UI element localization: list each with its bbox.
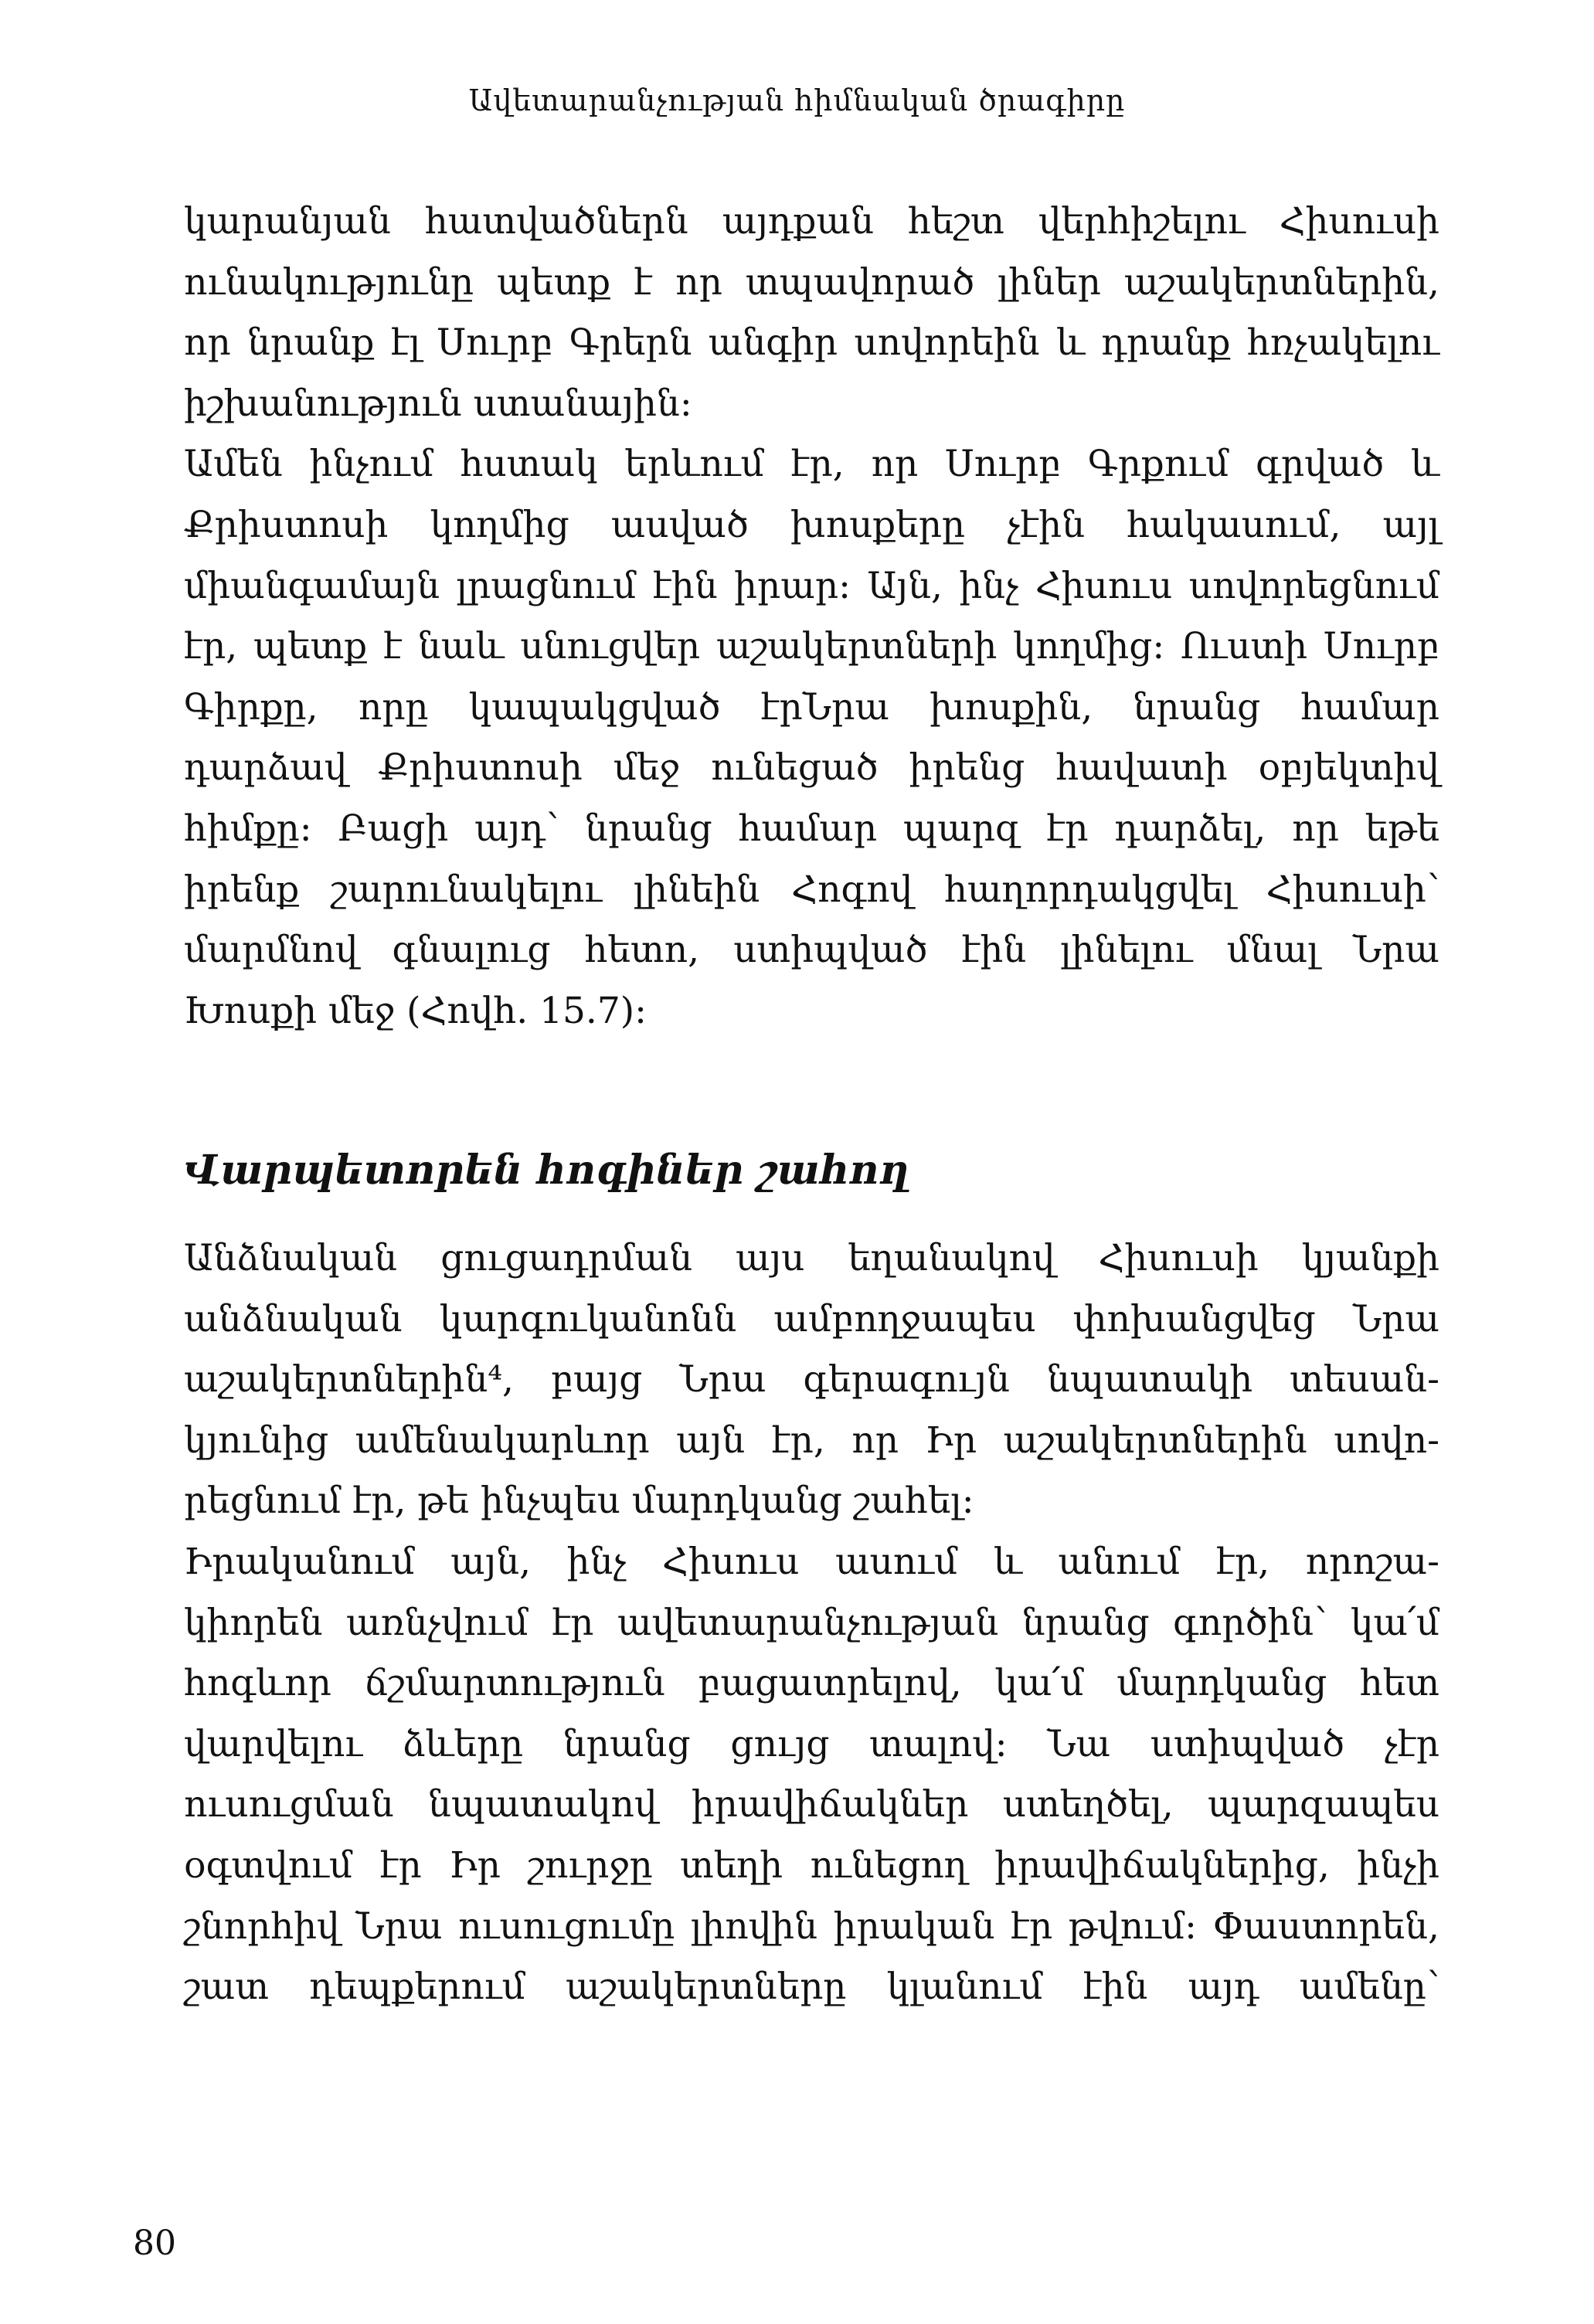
text-line: Ամեն ինչում հստակ երևում էր, որ Սուրբ Գրքում գրված և <box>184 443 1439 486</box>
text-line: հիմքը: Բացի այդ՝ նրանց համար պարզ էր դարձել, որ եթե <box>184 807 1439 850</box>
section-heading: Վարպետորեն հոգիներ շահող <box>184 1147 909 1194</box>
running-header: Ավետարանչության հիմնական ծրագիրը <box>468 83 1126 117</box>
text-line: ուսուցման նպատակով իրավիճակներ ստեղծել, պարզապես <box>184 1783 1439 1826</box>
text-line: ունակությունը պետք է որ տպավորած լիներ աշակերտներին, <box>184 260 1439 304</box>
text-line: դարձավ Քրիստոսի մեջ ունեցած իրենց հավատի օբյեկտիվ <box>184 746 1439 790</box>
text-line: հոգևոր ճշմարտություն բացատրելով, կա՛մ մարդկանց հետ <box>184 1662 1439 1705</box>
text-line: իշխանություն ստանային: <box>184 382 692 425</box>
text-line: կարանյան հատվածներն այդքան հեշտ վերհիշելու Հիսուսի <box>184 200 1439 243</box>
paragraph-block-1 <box>184 192 1439 1041</box>
text-line: վարվելու ձևերը նրանց ցույց տալով: Նա ստիպված չէր <box>184 1722 1439 1765</box>
text-line: որ նրանք էլ Սուրբ Գրերն անգիր սովորեին և դրանք հռչակելու <box>184 321 1439 365</box>
text-line: շատ դեպքերում աշակերտները կլանում էին այդ ամենը՝ <box>184 1966 1439 2009</box>
text-line: կիորեն առնչվում էր ավետարանչության նրանց գործին՝ կա՛մ <box>184 1601 1439 1644</box>
text-line: օգտվում էր Իր շուրջը տեղի ունեցող իրավիճակներից, ինչի <box>184 1843 1439 1887</box>
text-line: կյունից ամենակարևոր այն էր, որ Իր աշակերտներին սովո- <box>184 1419 1439 1462</box>
text-line: էր, պետք է նաև սնուցվեր աշակերտների կողմից: Ուստի Սուրբ <box>184 625 1439 668</box>
text-line: աշակերտներին⁴, բայց Նրա գերագույն նպատակի տեսան- <box>184 1358 1439 1402</box>
text-line: Քրիստոսի կողմից ասված խոսքերը չէին հակասում, այլ <box>184 503 1439 546</box>
text-line: Գիրքը, որը կապակցված էրՆրա խոսքին, նրանց համար <box>184 685 1439 729</box>
text-line: շնորհիվ Նրա ուսուցումը լիովին իրական էր թվում: Փաստորեն, <box>184 1904 1439 1948</box>
text-line: անձնական կարգուկանոնն ամբողջապես փոխանցվեց Նրա <box>184 1297 1439 1340</box>
paragraph-block-2 <box>184 1228 1439 2018</box>
text-line: Անձնական ցուցադրման այս եղանակով Հիսուսի կյանքի <box>184 1237 1439 1279</box>
text-line: րեցնում էր, թե ինչպես մարդկանց շահել: <box>184 1480 974 1523</box>
text-line: իրենք շարունակելու լինեին Հոգով հաղորդակցվել Հիսուսի՝ <box>184 868 1439 911</box>
text-line: Իրականում այն, ինչ Հիսուս ասում և անում էր, որոշա- <box>184 1540 1439 1583</box>
page-number: 80 <box>133 2224 176 2263</box>
text-line: մարմնով գնալուց հետո, ստիպված էին լինելու մնալ Նրա <box>184 929 1439 972</box>
text-line: միանգամայն լրացնում էին իրար: Այն, ինչ Հիսուս սովորեցնում <box>184 564 1439 607</box>
text-line: Խոսքի մեջ (Հովհ. 15.7): <box>184 989 647 1032</box>
